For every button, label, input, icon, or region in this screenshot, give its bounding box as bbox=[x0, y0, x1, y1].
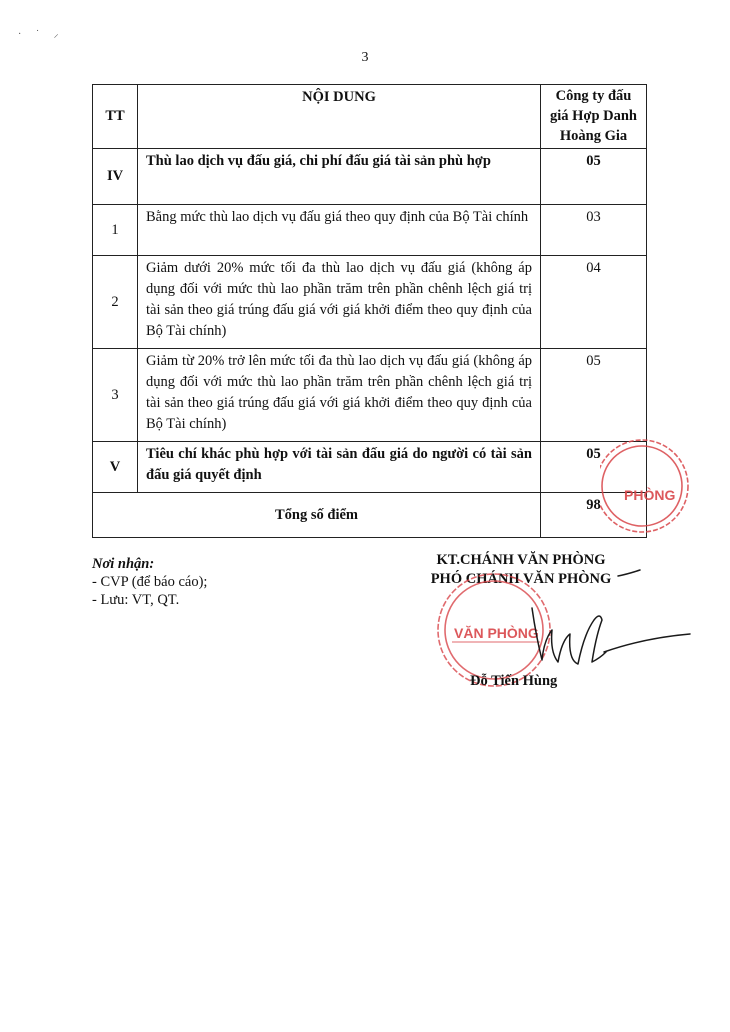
page-number: 3 bbox=[361, 50, 369, 65]
recipients-title: Nơi nhận: bbox=[92, 556, 155, 572]
recipient-item: - CVP (để báo cáo); bbox=[92, 574, 208, 590]
table-row bbox=[93, 442, 647, 493]
row-content: Bằng mức thù lao dịch vụ đấu giá theo quy định của Bộ Tài chính bbox=[138, 205, 541, 256]
table-row bbox=[93, 256, 647, 349]
header-company: Công ty đấu giá Hợp Danh Hoàng Gia bbox=[541, 85, 647, 149]
row-tt: 3 bbox=[93, 349, 138, 442]
row-tt: 2 bbox=[93, 256, 138, 349]
row-tt: 1 bbox=[93, 205, 138, 256]
row-score: 05 bbox=[541, 349, 647, 442]
total-score: 98 bbox=[541, 493, 647, 538]
row-tt: IV bbox=[93, 149, 138, 205]
table-row bbox=[93, 149, 647, 205]
total-label: Tổng số điểm bbox=[93, 493, 541, 538]
header-tt: TT bbox=[93, 85, 138, 149]
office-seal-text: VĂN PHÒNG bbox=[454, 625, 539, 641]
table-row bbox=[93, 349, 647, 442]
recipients-block bbox=[92, 555, 207, 609]
signer-name: Đỗ Tiến Hùng bbox=[470, 673, 558, 689]
row-content: Giảm dưới 20% mức tối đa thù lao dịch vụ đấu giá (không áp dụng đối với mức thù lao phần trăm trên phần chênh lệch giá trị tài sản theo giá trúng đấu giá với giá khởi điểm theo quy định của Bộ Tài chính) bbox=[138, 256, 541, 349]
signature-line2: PHÓ CHÁNH VĂN PHÒNG bbox=[430, 571, 612, 587]
table-header-row bbox=[93, 85, 647, 149]
scoring-table bbox=[92, 84, 647, 538]
row-content: Giảm từ 20% trở lên mức tối đa thù lao dịch vụ đấu giá (không áp dụng đối với mức thù lao phần trăm trên phần chênh lệch giá trị tài sản theo giá trúng đấu giá với giá khởi điểm theo quy định của Bộ Tài chính) bbox=[138, 349, 541, 442]
scan-marks: · ˙ ⸝ bbox=[18, 29, 65, 40]
row-score: 05 bbox=[541, 149, 647, 205]
row-score: 03 bbox=[541, 205, 647, 256]
table-row bbox=[93, 205, 647, 256]
row-score: 05 bbox=[541, 442, 647, 493]
total-row bbox=[93, 493, 647, 538]
header-content: NỘI DUNG bbox=[138, 85, 541, 149]
signature-block bbox=[412, 551, 630, 589]
row-content: Tiêu chí khác phù hợp với tài sản đấu giá do người có tài sản đấu giá quyết định bbox=[138, 442, 541, 493]
row-content: Thù lao dịch vụ đấu giá, chi phí đấu giá tài sản phù hợp bbox=[138, 149, 541, 205]
edge-seal-text: PHÒNG bbox=[624, 487, 676, 503]
row-score: 04 bbox=[541, 256, 647, 349]
recipient-item: - Lưu: VT, QT. bbox=[92, 592, 180, 608]
signature-line1: KT.CHÁNH VĂN PHÒNG bbox=[436, 552, 606, 568]
row-tt: V bbox=[93, 442, 138, 493]
